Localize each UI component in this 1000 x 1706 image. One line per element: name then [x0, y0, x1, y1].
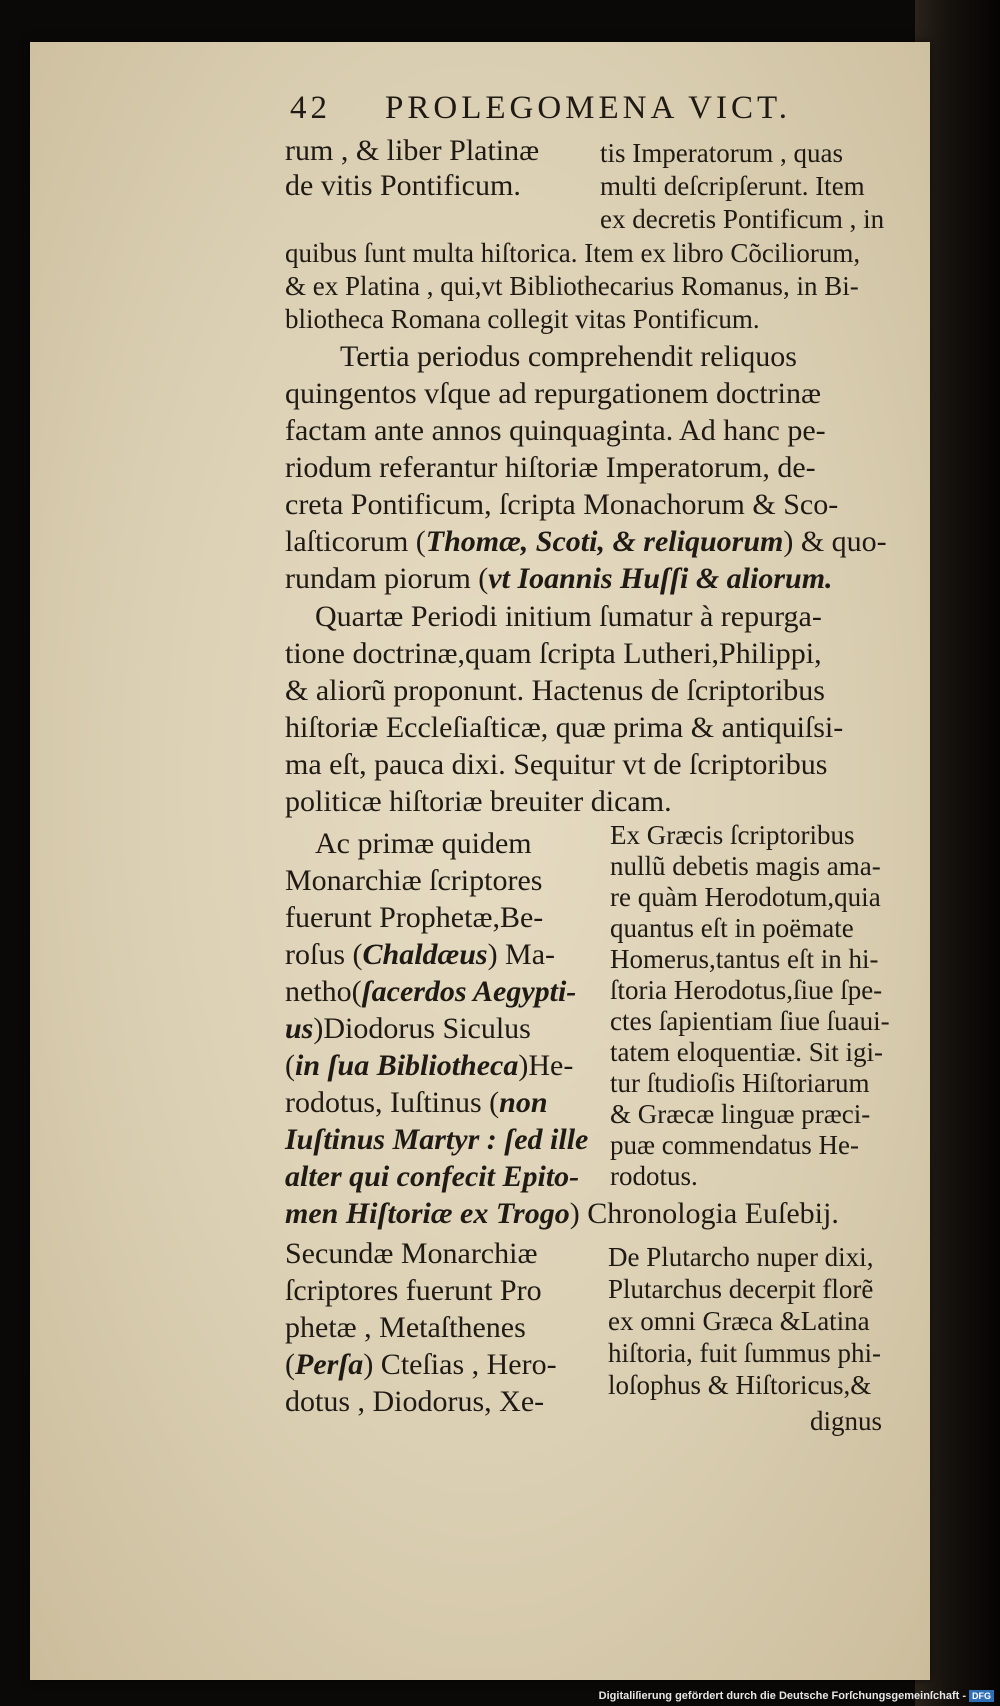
- margin-note-line: ex decretis Pontificum , in: [600, 204, 885, 234]
- text-span: rundam piorum (: [285, 562, 489, 595]
- text-line: politicæ hiſtoriæ breuiter dicam.: [285, 785, 672, 818]
- text-span: roſus (: [285, 938, 363, 971]
- margin-note-line: dignus: [810, 1406, 883, 1436]
- text-line: quingentos vſque ad repurgationem doctrinæ: [285, 377, 822, 410]
- page-number: 42: [290, 90, 331, 126]
- text-line: factam ante annos quinquaginta. Ad hanc pe-: [285, 414, 826, 447]
- text-line: dotus , Diodorus, Xe-: [285, 1385, 545, 1418]
- text-span: ) Ma-: [487, 938, 556, 971]
- margin-note-line: & Græcæ linguæ præci-: [610, 1099, 871, 1129]
- text-line: Monarchiæ ſcriptores: [285, 864, 543, 897]
- text-line: Secundæ Monarchiæ: [285, 1237, 538, 1270]
- margin-note-line: ex omni Græca &Latina: [608, 1306, 870, 1336]
- book-page: [30, 42, 930, 1680]
- text-span: )He-: [518, 1049, 574, 1082]
- italic-span: us: [285, 1012, 314, 1045]
- margin-note-line: ctes ſapientiam ſiue ſuaui-: [610, 1006, 890, 1036]
- text-line: [285, 1348, 557, 1382]
- dfg-logo: DFG: [969, 1690, 994, 1702]
- text-line: Iuſtinus Martyr : ſed ille: [285, 1123, 589, 1156]
- margin-note-line: tatem eloquentiæ. Sit igi-: [610, 1037, 883, 1067]
- text-span: rodotus, Iuſtinus (: [285, 1086, 500, 1119]
- margin-note-line: tur ſtudioſis Hiſtoriarum: [610, 1068, 870, 1098]
- margin-note-line: tis Imperatorum , quas: [600, 138, 843, 168]
- text-line: creta Pontificum, ſcripta Monachorum & Sco-: [285, 488, 839, 521]
- margin-note-line: Ex Græcis ſcriptoribus: [610, 820, 855, 850]
- italic-span: in ſua Bibliotheca: [295, 1049, 519, 1082]
- margin-note-line: quantus eſt in poëmate: [610, 913, 854, 943]
- text-span: laſticorum (: [285, 525, 426, 558]
- text-line: [285, 562, 833, 596]
- text-line: & aliorũ proponunt. Hactenus de ſcriptoribus: [285, 674, 825, 707]
- text-line: hiſtoriæ Eccleſiaſticæ, quæ prima & antiquiſsi-: [285, 711, 844, 744]
- italic-span: men Hiſtoriæ ex Trogo: [285, 1197, 570, 1230]
- italic-span: ſacerdos Aegypti-: [361, 975, 577, 1008]
- text-line: alter qui confecit Epito-: [285, 1160, 580, 1193]
- running-title: PROLEGOMENA VICT.: [385, 90, 791, 126]
- margin-note-line: re quàm Herodotum,quia: [610, 882, 881, 912]
- text-line: fuerunt Prophetæ,Be-: [285, 901, 544, 934]
- text-line: tione doctrinæ,quam ſcripta Lutheri,Philippi,: [285, 637, 822, 670]
- margin-note-line: ſtoria Herodotus,ſiue ſpe-: [610, 975, 883, 1005]
- text-line: [285, 1197, 839, 1231]
- margin-note-line: Homerus,tantus eſt in hi-: [610, 944, 879, 974]
- text-line: phetæ , Metaſthenes: [285, 1311, 526, 1344]
- text-span: ) & quo-: [783, 525, 887, 558]
- text-line: de vitis Pontificum.: [285, 169, 521, 202]
- margin-note-line: nullũ debetis magis ama-: [610, 851, 881, 881]
- text-span: netho(: [285, 975, 362, 1008]
- text-line: quibus ſunt multa hiſtorica. Item ex libro Cõciliorum,: [285, 238, 861, 268]
- text-line: [285, 1012, 531, 1046]
- text-line: [285, 938, 555, 972]
- italic-span: Thomæ, Scoti, & reliquorum: [425, 525, 784, 558]
- margin-note-line: Plutarchus decerpit florẽ: [608, 1274, 874, 1304]
- text-span: (: [285, 1049, 295, 1082]
- margin-note-line: hiſtoria, fuit ſummus phi-: [608, 1338, 881, 1368]
- footer-credit: [599, 1690, 994, 1702]
- text-span: )Diodorus Siculus: [313, 1012, 531, 1045]
- italic-span: Perſa: [295, 1348, 364, 1381]
- text-span: ) Cteſias , Hero-: [363, 1348, 557, 1381]
- margin-note-line: multi deſcripſerunt. Item: [600, 171, 865, 201]
- text-line: ſcriptores fuerunt Pro: [285, 1274, 542, 1307]
- margin-note-line: loſophus & Hiſtoricus,&: [608, 1370, 872, 1400]
- italic-span: vt Ioannis Huſſi & aliorum.: [488, 562, 833, 595]
- text-line: [285, 1086, 548, 1120]
- text-line: riodum referantur hiſtoriæ Imperatorum, de-: [285, 451, 816, 484]
- text-line: bliotheca Romana collegit vitas Pontificum.: [285, 304, 760, 334]
- text-line: Tertia periodus comprehendit reliquos: [340, 340, 797, 373]
- text-span: (: [285, 1348, 295, 1381]
- margin-note-line: rodotus.: [610, 1161, 698, 1191]
- text-line: Ac primæ quidem: [315, 827, 532, 860]
- text-line: [285, 525, 887, 559]
- text-line: ma eſt, pauca dixi. Sequitur vt de ſcriptoribus: [285, 748, 828, 781]
- text-line: & ex Platina , qui,vt Bibliothecarius Romanus, in Bi-: [285, 271, 859, 301]
- italic-span: Chaldæus: [362, 938, 488, 971]
- text-line: [285, 975, 576, 1009]
- italic-span: non: [499, 1086, 548, 1119]
- margin-note-line: De Plutarcho nuper dixi,: [608, 1242, 874, 1272]
- text-span: ) Chronologia Euſebij.: [569, 1197, 839, 1230]
- text-line: [285, 1049, 573, 1083]
- margin-note-line: puæ commendatus He-: [610, 1130, 859, 1160]
- text-line: rum , & liber Platinæ: [285, 134, 540, 167]
- footer-text: Digitaliſierung gefördert durch die Deutsche Forſchungsgemeinſchaft -: [598, 1689, 966, 1702]
- text-line: Quartæ Periodi initium ſumatur à repurga-: [315, 600, 822, 633]
